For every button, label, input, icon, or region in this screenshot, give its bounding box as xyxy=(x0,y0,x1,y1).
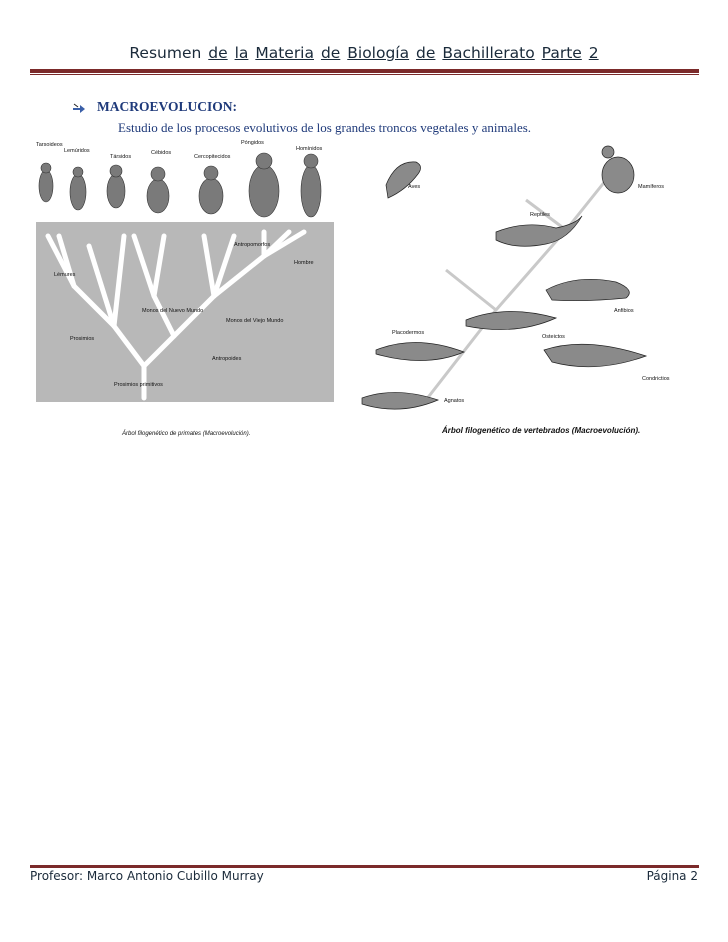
label-lemures: Lémures xyxy=(54,272,76,278)
header-word: de xyxy=(320,44,341,62)
label-prosimios: Prosimios xyxy=(70,336,95,342)
label-tarsoideos: Tarsoideos xyxy=(36,142,63,148)
label-hominidos: Homínidos xyxy=(296,146,323,152)
footer-author: Profesor: Marco Antonio Cubillo Murray xyxy=(30,869,264,883)
label-pongidos: Póngidos xyxy=(241,140,264,146)
label-antropomorfos: Antropomorfos xyxy=(234,242,271,248)
label-anfibios: Anfibios xyxy=(614,308,634,314)
label-mamiferos: Mamíferos xyxy=(638,184,664,190)
header-word: Parte xyxy=(541,44,582,62)
header-word: Resumen xyxy=(129,44,202,62)
label-antropoides: Antropoides xyxy=(212,356,242,362)
header-word: Materia xyxy=(255,44,314,62)
label-tarsidos: Társidos xyxy=(110,154,132,160)
label-monos-viejo-mundo: Monos del Viejo Mundo xyxy=(226,318,284,324)
header-word: de xyxy=(416,44,436,62)
label-reptiles: Reptiles xyxy=(530,212,550,218)
header-word: 2 xyxy=(588,44,599,62)
header-word: de xyxy=(208,44,228,62)
label-condrictios: Condrictios xyxy=(642,376,670,382)
label-cebidos: Cébidos xyxy=(151,150,172,156)
header-rule-thin xyxy=(30,74,699,75)
figure-caption-vertebrates: Árbol filogenético de vertebrados (Macroevolución). xyxy=(442,426,641,435)
label-prosimios-primitivos: Prosimios primitivos xyxy=(114,382,163,388)
label-monos-nuevo-mundo: Monos del Nuevo Mundo xyxy=(142,308,204,314)
pen-arrow-icon xyxy=(72,102,86,114)
label-aves: Aves xyxy=(408,184,421,190)
section-description: Estudio de los procesos evolutivos de los grandes troncos vegetales y animales. xyxy=(118,120,532,135)
footer-rule xyxy=(30,865,699,868)
label-osteictos: Osteictos xyxy=(542,334,565,340)
header-word: Bachillerato xyxy=(442,44,535,62)
page-header xyxy=(0,44,728,62)
primate-tree-figure xyxy=(34,136,334,446)
label-agnatos: Agnatos xyxy=(444,398,465,404)
vertebrate-tree-figure xyxy=(346,140,708,440)
label-cercopitecidos: Cercopitecidos xyxy=(194,154,231,160)
label-placodermos: Placodermos xyxy=(392,330,425,336)
label-lemuridos: Lemúridos xyxy=(64,148,90,154)
section-title: MACROEVOLUCION: xyxy=(97,99,237,114)
header-word: Biología xyxy=(347,44,410,62)
label-hombre: Hombre xyxy=(294,260,314,266)
footer-page-number: Página 2 xyxy=(646,869,698,883)
header-word: la xyxy=(234,44,249,62)
primate-illustrations xyxy=(39,153,321,217)
figure-caption-primates: Árbol filogenético de primates (Macroevolución). xyxy=(122,431,251,437)
header-rule xyxy=(30,69,699,73)
